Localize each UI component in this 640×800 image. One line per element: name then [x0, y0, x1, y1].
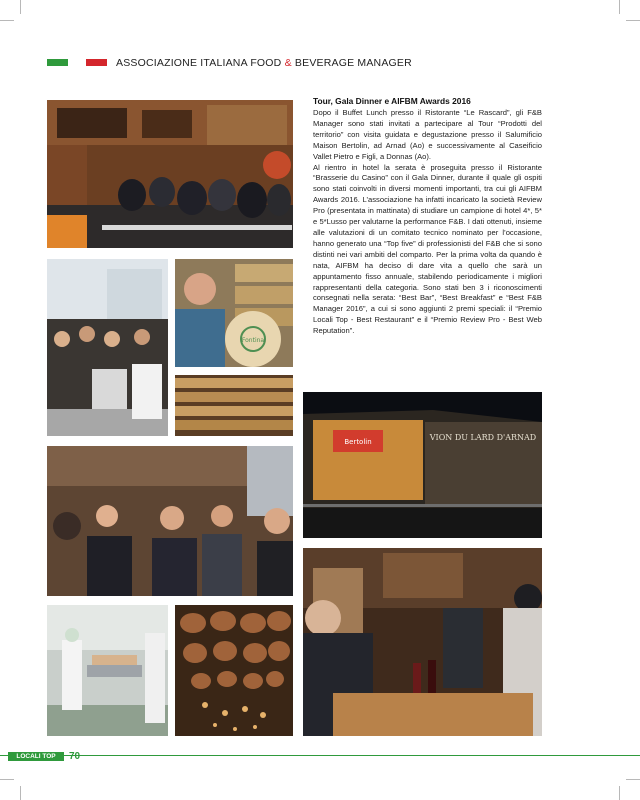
crop-mark	[619, 786, 620, 800]
footer-rule	[0, 755, 640, 756]
article	[313, 96, 542, 337]
association-name-part1: ASSOCIAZIONE ITALIANA FOOD	[116, 57, 285, 69]
header-green-bar	[47, 59, 68, 66]
page-number: 70	[69, 751, 81, 762]
photo-cheese-shelves	[175, 375, 293, 436]
crop-mark	[626, 779, 640, 780]
article-paragraph: Dopo il Buffet Lunch presso il Ristorante “Le Rascard”, gli F&B Manager sono stati invitati a partecipare al Tour “Prodotti del territorio” con visita guidata e degustazione presso il Salumificio Maison Bertolin, ad Arnad (Ao) e successivamente al Caseificio Vallet Pietro e Figli, a Donnas (Ao).	[313, 108, 542, 161]
crop-mark	[626, 20, 640, 21]
crop-mark	[0, 20, 14, 21]
crop-mark	[619, 0, 620, 14]
cheese-label: Fontina	[241, 337, 265, 344]
crop-mark	[20, 786, 21, 800]
photo-building-night	[303, 392, 542, 538]
header-red-bar	[86, 59, 107, 66]
photo-visit-group	[47, 259, 168, 436]
association-name-part2: BEVERAGE MANAGER	[291, 57, 412, 69]
photo-presentation-room	[47, 100, 293, 248]
photo-dining-room	[303, 548, 542, 736]
crop-mark	[0, 779, 14, 780]
article-title: Tour, Gala Dinner e AIFBM Awards 2016	[313, 96, 471, 106]
article-paragraph: Al rientro in hotel la serata è proseguita presso il Ristorante “Brasserie du Casino” con il Gala Dinner, durante il quale gli ospiti sono stati coinvolti in diversi momenti importanti, tra cui gli AIFBM Awards 2016. L’associazione ha infatti incaricato la società Review Pro (presentata in mattinata) di studiare un campione di hotel 4*, 5* e 5*Lusso per valutarne la performance F&B. I dati ottenuti, insieme alle valutazioni di un comitato tecnico nominato per l’occasione, hanno generato una “Top five” di professionisti del F&B che si sono distinti nei vari ambiti del comparto. Per la prima volta da quando è nata, AIFBM ha deciso di dare vita a quello che sarà un appuntamento fisso annuale, stabilendo periodicamente i migliori rappresentanti della categoria. Sono stati ben 3 i riconoscimenti consegnati nella serata: “Best Bar”, “Best Breakfast” e “Best F&B Manager 2016”, a cui si sono aggiunti 2 premi speciali: il “Premio Locali Top - Best Restaurant” e il “Premio Review Pro - Best Web Reputation”.	[313, 162, 542, 336]
building-sign-small: Bertolin	[344, 438, 372, 446]
building-sign: VION DU LARD D'ARNAD	[429, 433, 537, 442]
association-header	[116, 57, 412, 69]
crop-mark	[20, 0, 21, 14]
photo-lab	[47, 605, 168, 736]
photo-cheese-man	[175, 259, 293, 367]
association-ampersand: &	[284, 57, 292, 69]
footer-magazine-tag: LOCALI TOP	[8, 752, 64, 761]
photo-hanging-hams	[175, 605, 293, 736]
photo-crowd	[47, 446, 293, 596]
